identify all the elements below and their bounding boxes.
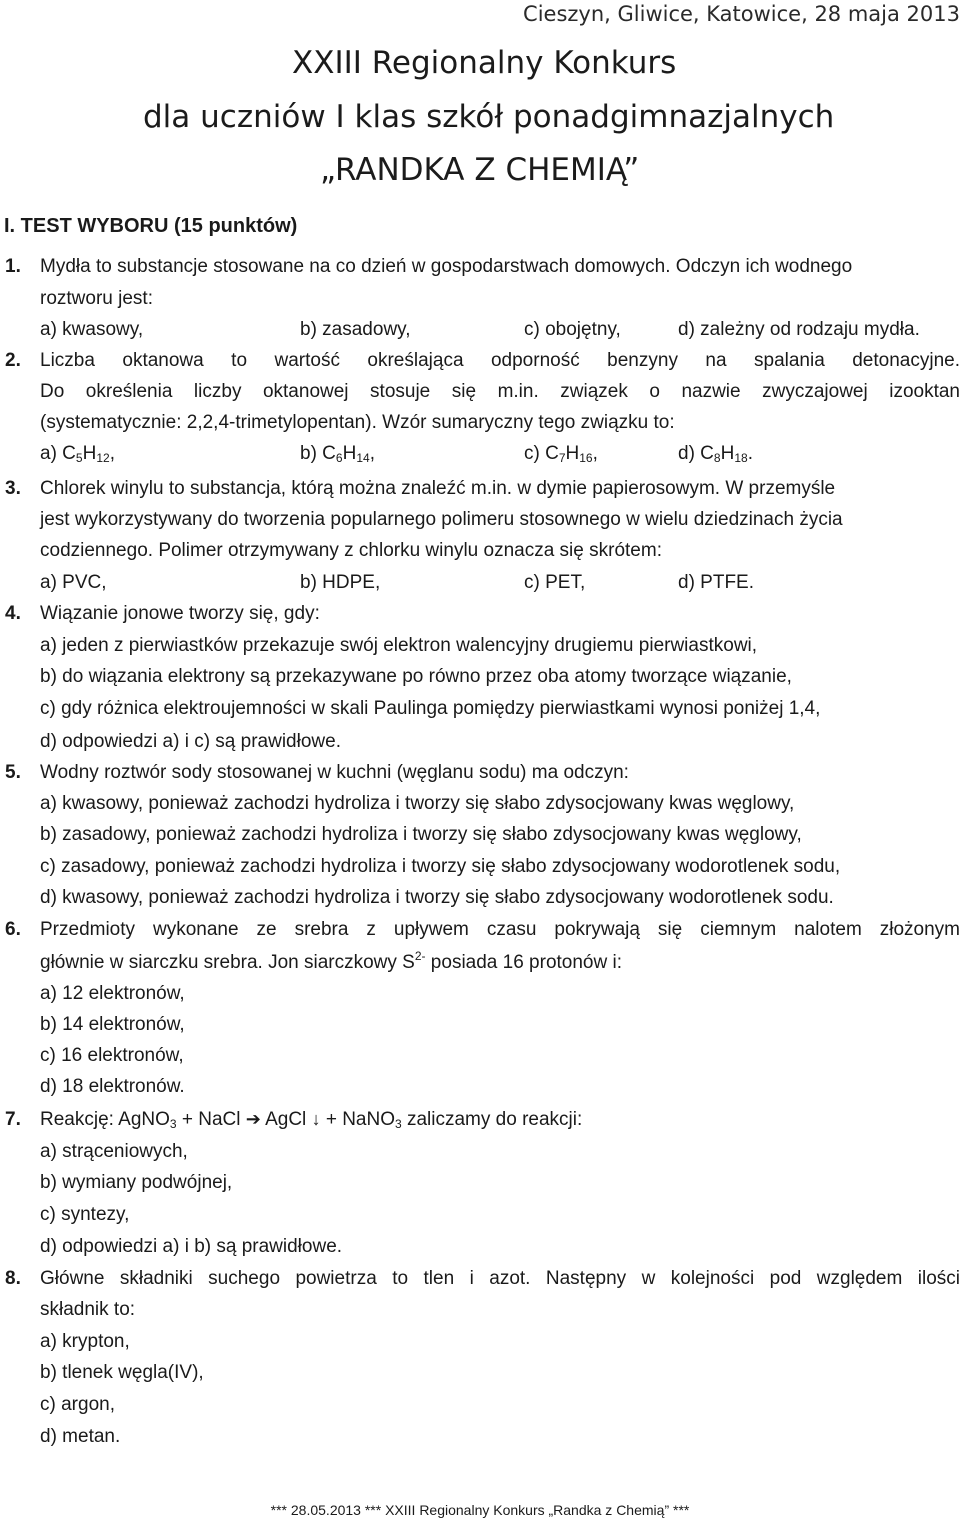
- arrow-right-icon: ➔: [245, 1109, 261, 1129]
- q4-option-b: b) do wiązania elektrony są przekazywane po równo przez oba atomy tworzące wiązanie,: [40, 666, 792, 687]
- q3-option-d: d) PTFE.: [678, 572, 755, 593]
- q1-option-c: c) obojętny,: [524, 319, 621, 340]
- q5-option-c: c) zasadowy, ponieważ zachodzi hydroliza i tworzy się słabo zdysocjowany wodorotlenek sodu,: [40, 856, 841, 877]
- q2-option-d: d) $C_8H_{18}$.: [678, 443, 753, 465]
- q6-number: 6.: [5, 919, 21, 940]
- q2-option-c: c) $C_7H_{16}$,: [524, 443, 598, 465]
- q5-option-b: b) zasadowy, ponieważ zachodzi hydroliza i tworzy się słabo zdysocjowany kwas węglowy,: [40, 824, 802, 845]
- title-line3: „RANDKA Z CHEMIĄ”: [320, 152, 640, 188]
- q6-option-c: c) 16 elektronów,: [40, 1045, 184, 1066]
- q7-number: 7.: [5, 1109, 21, 1130]
- q6-option-b: b) 14 elektronów,: [40, 1014, 185, 1035]
- q7-option-d: d) odpowiedzi a) i b) są prawidłowe.: [40, 1236, 343, 1257]
- q6-text-line1: Przedmioty wykonane ze srebra z upływem czasu pokrywają się ciemnym nalotem złożonym: [40, 919, 960, 940]
- q6-text-line2: głównie w siarczku srebra. Jon siarczkowy $S^{2-}$ posiada 16 protonów i:: [40, 949, 622, 973]
- q8-text-line1: Główne składniki suchego powietrza to tlen i azot. Następny w kolejności pod względem ilości: [40, 1268, 960, 1289]
- q7-reaction-line: Reakcję: AgNO$_3$ + NaCl ➔ AgCl ↓ + NaNO$_3$ zaliczamy do reakcji:: [40, 1109, 583, 1131]
- q1-option-b: b) zasadowy,: [300, 319, 411, 340]
- place-date: Cieszyn, Gliwice, Katowice, 28 maja 2013: [523, 2, 960, 26]
- section-title: I. TEST WYBORU (15 punktów): [4, 215, 298, 237]
- q3-option-c: c) PET,: [524, 572, 586, 593]
- q8-number: 8.: [5, 1268, 21, 1289]
- q2-text-line2: Do określenia liczby oktanowej stosuje się m.in. związek o nazwie zwyczajowej izooktan: [40, 381, 960, 402]
- q8-option-d: d) metan.: [40, 1426, 121, 1447]
- q2-text-line3: (systematycznie: 2,2,4-trimetylopentan). Wzór sumaryczny tego związku to:: [40, 412, 675, 433]
- title-line2: dla uczniów I klas szkół ponadgimnazjalnych: [143, 99, 835, 135]
- q4-option-a: a) jeden z pierwiastków przekazuje swój elektron walencyjny drugiemu pierwiastkowi,: [40, 635, 758, 656]
- q2-option-a: a) $C_5H_{12}$,: [40, 443, 115, 465]
- q6-option-d: d) 18 elektronów.: [40, 1076, 185, 1097]
- q1-option-d: d) zależny od rodzaju mydła.: [678, 319, 920, 340]
- q1-option-a: a) kwasowy,: [40, 319, 144, 340]
- q6-option-a: a) 12 elektronów,: [40, 983, 185, 1004]
- q7-option-c: c) syntezy,: [40, 1204, 130, 1225]
- q3-text-line2: jest wykorzystywany do tworzenia popularnego polimeru stosownego w wielu dziedzinach życia: [40, 509, 843, 530]
- q5-option-a: a) kwasowy, ponieważ zachodzi hydroliza i tworzy się słabo zdysocjowany kwas węglowy,: [40, 793, 795, 814]
- q8-option-c: c) argon,: [40, 1394, 115, 1415]
- q4-number: 4.: [5, 603, 21, 624]
- arrow-down-icon: ↓: [311, 1109, 321, 1129]
- q2-option-b: b) $C_6H_{14}$,: [300, 443, 375, 465]
- q4-option-d: d) odpowiedzi a) i c) są prawidłowe.: [40, 731, 341, 752]
- title-line1: XXIII Regionalny Konkurs: [292, 45, 677, 81]
- q3-text-line1: Chlorek winylu to substancja, którą można znaleźć m.in. w dymie papierosowym. W przemyśle: [40, 478, 836, 499]
- q1-text-line2: roztworu jest:: [40, 288, 153, 309]
- q3-option-a: a) PVC,: [40, 572, 107, 593]
- q1-text-line1: Mydła to substancje stosowane na co dzień w gospodarstwach domowych. Odczyn ich wodnego: [40, 256, 853, 277]
- q7-option-b: b) wymiany podwójnej,: [40, 1172, 233, 1193]
- q8-option-b: b) tlenek węgla(IV),: [40, 1362, 204, 1383]
- page-footer: *** 28.05.2013 *** XXIII Regionalny Konkurs „Randka z Chemią” ***: [270, 1502, 690, 1518]
- q2-text-line1: Liczba oktanowa to wartość określająca odporność benzyny na spalania detonacyjne.: [40, 350, 960, 371]
- q3-option-b: b) HDPE,: [300, 572, 381, 593]
- q8-text-line2: składnik to:: [40, 1299, 136, 1320]
- q3-number: 3.: [5, 478, 21, 499]
- q2-number: 2.: [5, 350, 21, 371]
- q5-number: 5.: [5, 762, 21, 783]
- q5-option-d: d) kwasowy, ponieważ zachodzi hydroliza i tworzy się słabo zdysocjowany wodorotlenek sodu.: [40, 887, 834, 908]
- q4-text-line1: Wiązanie jonowe tworzy się, gdy:: [40, 603, 320, 624]
- q3-text-line3: codziennego. Polimer otrzymywany z chlorku winylu oznacza się skrótem:: [40, 540, 662, 561]
- q5-text-line1: Wodny roztwór sody stosowanej w kuchni (węglanu sodu) ma odczyn:: [40, 762, 629, 783]
- q1-number: 1.: [5, 256, 21, 277]
- q4-option-c: c) gdy różnica elektroujemności w skali Paulinga pomiędzy pierwiastkami wynosi poniżej 1,4,: [40, 698, 821, 719]
- q7-option-a: a) strąceniowych,: [40, 1141, 188, 1162]
- q8-option-a: a) krypton,: [40, 1331, 130, 1352]
